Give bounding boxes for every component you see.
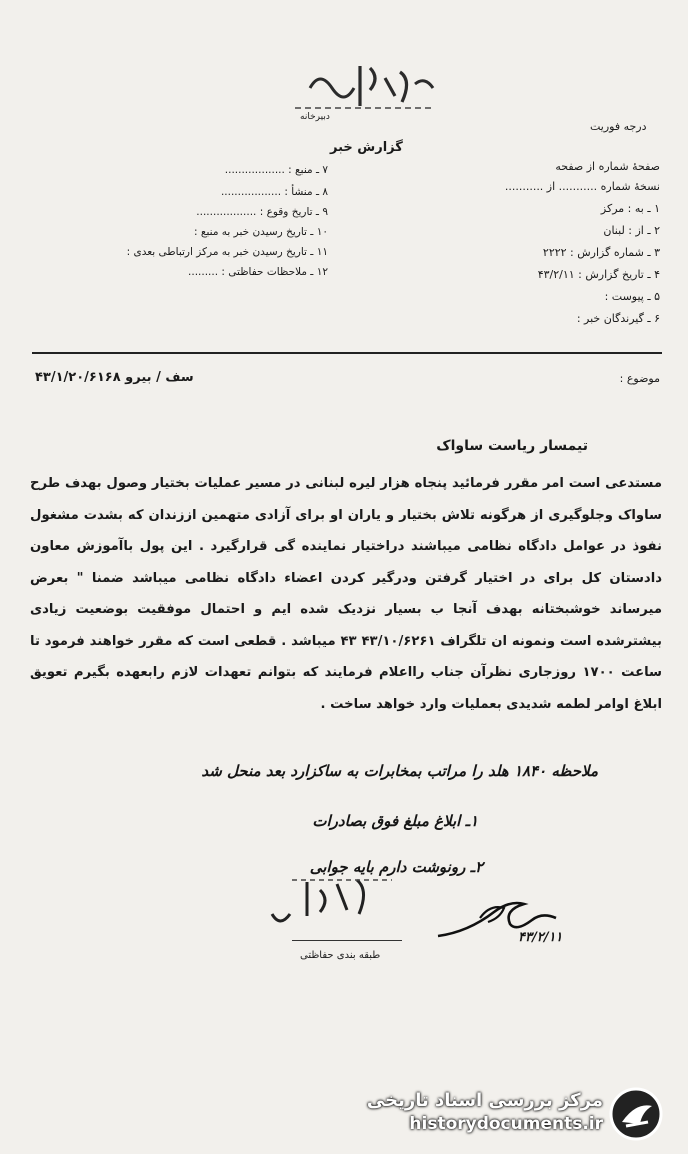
archive-logo-icon [608,1086,664,1142]
field-copy-number: نسخهٔ شماره ........... از ........... [504,180,660,193]
field-source-receive-date: ۱۰ ـ تاریخ رسیدن خبر به منبع : [194,226,328,238]
field-from: ۲ ـ از : لبنان [603,224,660,237]
header-divider [32,352,662,354]
watermark-name: مرکز بررسی اسناد تاریخی [366,1090,603,1111]
field-page-number: صفحهٔ شماره از صفحه [555,160,660,173]
field-attachment: ۵ ـ پیوست : [604,290,660,303]
handwritten-note-2: ۱ـ ابلاغ مبلغ فوق بصادرات [312,812,478,830]
stamp-subtitle: دبیرخانه [300,112,330,122]
report-title: گزارش خبر [330,140,403,155]
field-security-notes: ۱۲ ـ ملاحظات حفاظتی : ......... [188,266,328,278]
subject-label: موضوع : [619,372,660,385]
field-source: ۷ ـ منبع : .................. [224,164,328,176]
field-report-date: ۴ ـ تاریخ گزارش : ۴۳/۲/۱۱ [537,268,660,281]
letter-body [30,468,662,720]
classification-stamp [290,58,440,116]
handwritten-note-1: ملاحظه ۱۸۴۰ هلد را مراتب بمخابرات به ساکزارد بعد منحل شد [201,762,598,780]
letter-addressee: تیمسار ریاست ساواک [436,438,588,454]
watermark [368,1084,668,1144]
handwritten-note-3: ۲ـ رونوشت دارم بایه جوابی [309,858,483,876]
handwritten-date: ۴۳/۲/۱۱ [518,930,563,945]
field-origin: ۸ ـ منشأ : .................. [220,186,328,198]
field-to: ۱ ـ به : مرکز [600,202,660,215]
field-event-date: ۹ ـ تاریخ وقوع : .................. [196,206,328,218]
field-recipients: ۶ ـ گیرندگان خبر : [576,312,660,325]
field-report-number: ۳ ـ شماره گزارش : ۲۲۲۲ [542,246,660,259]
letter-paragraph: مستدعی است امر مقرر فرمائید پنجاه هزار لیره لبنانی در مسیر عملیات بختیار وصول بهدف طرح ساواک وجلوگیری از هرگونه تلاش بختیار و یاران او برای آزادی متهمین اززندان که بشدت مشغول نفوذ در عوامل دادگاه نظامی میباشند دراختیار نماینده گی قرارگیرد . این پول باآموزش معاون دادستان کل برای در اختیار گرفتن ودرگیر کردن اعضاء دادگاه نظامی میباشد ضمنا " بعرض میرساند خوشبختانه بهدف آنجا ب بسیار نزدیک شده ایم و احتمال موفقیت بوضعیت زیادی بیشترشده است ونمونه ان تلگراف ۴۳/۱۰/۶۲۶۱ ۴۳ میباشد . قطعی است که مقرر خواهند فرمود تا ساعت ۱۷۰۰ روزجاری نظرآن جناب رااعلام فرمایند که بتوانم تعهدات لازم رابعهده بگیرم تعویق ابلاغ اوامر لطمه شدیدی بعملیات وارد خواهد ساخت . [30,476,663,712]
reference-number: سف / بیرو ۴۳/۱/۲۰/۶۱۶۸ [35,370,194,385]
field-center-receive-date: ۱۱ ـ تاریخ رسیدن خبر به مرکز ارتباطی بعدی : [126,246,328,258]
bottom-stamp [262,872,402,932]
signature-caption: طبقه بندی حفاظتی [300,950,381,961]
urgency-label: درجه فوریت [590,120,647,133]
watermark-url: historydocuments.ir [409,1114,603,1134]
signature-line [292,940,402,941]
